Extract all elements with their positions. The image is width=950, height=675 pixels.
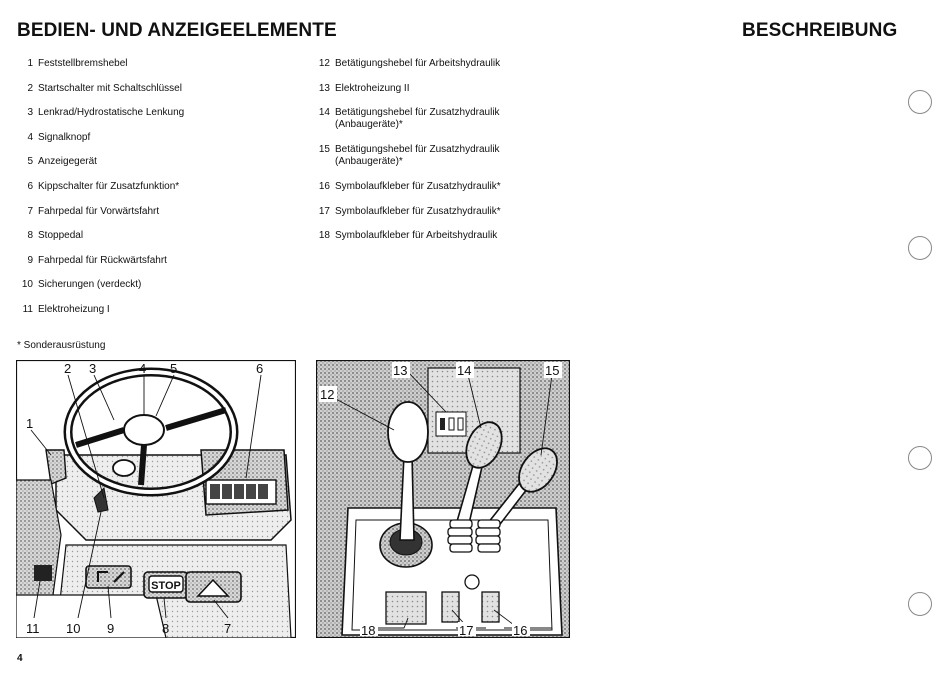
item-number: 6 <box>27 180 33 192</box>
item-label-continued: (Anbaugeräte)* <box>335 119 403 131</box>
item-number: 18 <box>318 230 330 242</box>
display-digit <box>258 484 268 499</box>
cab-controls-illustration <box>16 360 296 638</box>
list-item <box>314 181 574 206</box>
item-number: 5 <box>27 156 33 168</box>
item-label: Signalknopf <box>38 131 91 143</box>
callout-18: 18 <box>361 623 376 638</box>
item-label: Symbolaufkleber für Arbeitshydraulik <box>335 230 498 242</box>
display-digit <box>222 484 232 499</box>
item-label: Betätigungshebel für Arbeitshydraulik <box>335 58 501 69</box>
display-digit <box>234 484 244 499</box>
callout-5: 5 <box>170 361 178 376</box>
item-number: 15 <box>318 144 330 156</box>
display-digit <box>246 484 256 499</box>
callout-11: 11 <box>26 621 40 636</box>
callout-15: 15 <box>545 363 560 378</box>
list-item <box>17 279 297 304</box>
list-item <box>314 58 574 83</box>
list-item <box>17 181 297 206</box>
display-digit <box>210 484 220 499</box>
item-number: 3 <box>27 107 33 119</box>
item-label: Elektroheizung II <box>335 82 410 94</box>
item-number: 16 <box>318 181 330 193</box>
list-item <box>17 230 297 255</box>
item-label: Feststellbremshebel <box>38 58 128 69</box>
cab-controls-svg <box>16 360 296 638</box>
callout-9: 9 <box>107 621 115 636</box>
hydraulic-console-illustration <box>316 360 570 638</box>
list-item <box>314 83 574 108</box>
item-label: Betätigungshebel für Zusatzhydraulik <box>335 107 500 119</box>
callout-10: 10 <box>66 621 81 636</box>
callout-14: 14 <box>457 363 472 378</box>
callout-6: 6 <box>256 361 264 376</box>
item-label: Symbolaufkleber für Zusatzhydraulik* <box>335 181 501 193</box>
item-number: 9 <box>27 254 33 266</box>
callout-16: 16 <box>513 623 528 638</box>
list-item <box>17 58 297 83</box>
item-label: Elektroheizung I <box>38 303 110 315</box>
sticker-work-hydraulic <box>386 592 426 624</box>
item-number: 17 <box>318 205 330 217</box>
item-label: Anzeigegerät <box>38 156 97 168</box>
item-label: Kippschalter für Zusatzfunktion* <box>38 180 180 192</box>
item-number: 2 <box>27 82 33 94</box>
item-label: Lenkrad/Hydrostatische Lenkung <box>38 107 185 119</box>
item-label: Sicherungen (verdeckt) <box>38 279 142 291</box>
punch-hole <box>908 90 932 114</box>
list-item <box>17 206 297 231</box>
list-item <box>314 107 574 144</box>
item-label-continued: (Anbaugeräte)* <box>335 156 403 168</box>
item-number: 7 <box>27 205 33 217</box>
item-label: Betätigungshebel für Zusatzhydraulik <box>335 144 500 156</box>
list-item <box>17 132 297 157</box>
callout-4: 4 <box>139 361 147 376</box>
signal-knob <box>124 415 164 445</box>
callout-3: 3 <box>89 361 97 376</box>
callout-17: 17 <box>459 623 474 638</box>
item-number: 4 <box>27 131 33 143</box>
item-number: 12 <box>318 58 330 69</box>
heater-switch <box>34 565 52 581</box>
title-right: BESCHREIBUNG <box>742 20 898 41</box>
item-number: 14 <box>318 107 330 119</box>
work-hydraulic-knob <box>388 402 428 462</box>
list-item <box>17 255 297 280</box>
title-left: BEDIEN- UND ANZEIGEELEMENTE <box>17 20 337 41</box>
punch-hole <box>908 236 932 260</box>
list-item <box>314 206 574 231</box>
item-label: Startschalter mit Schaltschlüssel <box>38 82 182 94</box>
hydraulic-console-svg <box>316 360 570 638</box>
item-label: Fahrpedal für Vorwärtsfahrt <box>38 205 160 217</box>
list-item <box>17 107 297 132</box>
footnote: * Sonderausrüstung <box>17 340 106 351</box>
list-item <box>17 304 297 329</box>
callout-7: 7 <box>224 621 232 636</box>
callout-12: 12 <box>320 387 335 402</box>
sticker-aux-hydraulic-2 <box>482 592 499 622</box>
punch-hole <box>908 592 932 616</box>
item-number: 1 <box>27 58 33 69</box>
stop-label: STOP <box>151 580 181 592</box>
page-number: 4 <box>17 653 23 664</box>
item-number: 13 <box>318 82 330 94</box>
list-item <box>17 83 297 108</box>
punch-hole <box>908 446 932 470</box>
item-label: Stoppedal <box>38 230 84 242</box>
callout-1: 1 <box>26 416 34 431</box>
item-number: 10 <box>21 279 33 291</box>
parts-list-left <box>17 58 297 329</box>
column-knob <box>113 460 135 476</box>
reverse-pedal <box>86 566 131 588</box>
list-item <box>314 230 574 255</box>
list-item <box>314 144 574 181</box>
item-number: 8 <box>27 230 33 242</box>
callout-13: 13 <box>393 363 408 378</box>
list-item <box>17 156 297 181</box>
item-label: Fahrpedal für Rückwärtsfahrt <box>38 254 167 266</box>
callout-2: 2 <box>64 361 72 376</box>
console-knob <box>465 575 479 589</box>
item-number: 11 <box>22 303 33 315</box>
parts-list-right <box>314 58 574 255</box>
sticker-aux-hydraulic-1 <box>442 592 459 622</box>
item-label: Symbolaufkleber für Zusatzhydraulik* <box>335 205 501 217</box>
callout-8: 8 <box>162 621 170 636</box>
